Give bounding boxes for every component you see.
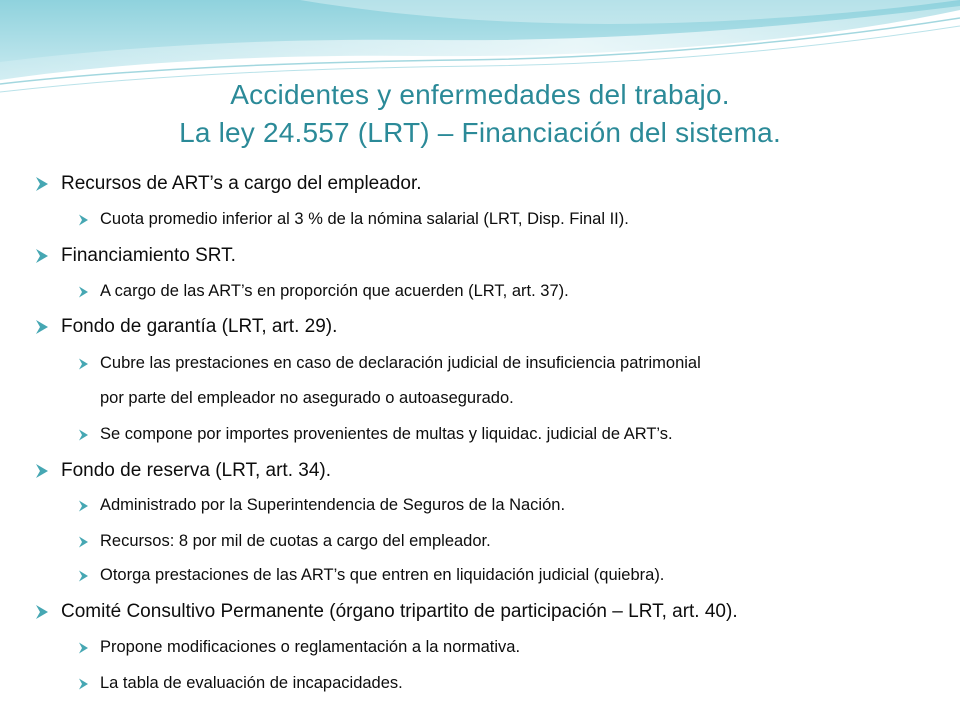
- arrowhead-bullet-icon: [78, 641, 89, 654]
- sub-bullet-recursos-8-por-mil: Recursos: 8 por mil de cuotas a cargo del empleador.: [100, 532, 491, 551]
- title-line-1: Accidentes y enfermedades del trabajo.: [230, 79, 730, 110]
- arrowhead-bullet-icon: [35, 176, 49, 192]
- sub-bullet-tabla-evaluacion: La tabla de evaluación de incapacidades.: [100, 674, 403, 693]
- sub-bullet-cubre-prestaciones: Cubre las prestaciones en caso de declaración judicial de insuficiencia patrimonial: [100, 354, 701, 373]
- arrowhead-bullet-icon: [78, 428, 89, 441]
- arrowhead-bullet-icon: [78, 535, 89, 548]
- arrowhead-bullet-icon: [35, 604, 49, 620]
- sub-bullet-administrado: Administrado por la Superintendencia de Seguros de la Nación.: [100, 496, 565, 515]
- arrowhead-bullet-icon: [78, 213, 89, 226]
- arrowhead-bullet-icon: [35, 319, 49, 335]
- bullet-fondo-reserva: Fondo de reserva (LRT, art. 34).: [61, 460, 331, 482]
- sub-bullet-otorga-prestaciones: Otorga prestaciones de las ART’s que entren en liquidación judicial (quiebra).: [100, 566, 664, 585]
- arrowhead-bullet-icon: [78, 677, 89, 690]
- bullet-recursos-art: Recursos de ART’s a cargo del empleador.: [61, 173, 422, 195]
- bullet-comite-consultivo: Comité Consultivo Permanente (órgano tripartito de participación – LRT, art. 40).: [61, 601, 738, 623]
- arrowhead-bullet-icon: [78, 285, 89, 298]
- sub-bullet-propone-modificaciones: Propone modificaciones o reglamentación a la normativa.: [100, 638, 520, 657]
- arrowhead-bullet-icon: [35, 248, 49, 264]
- arrowhead-bullet-icon: [78, 357, 89, 370]
- sub-bullet-cargo-arts: A cargo de las ART’s en proporción que acuerden (LRT, art. 37).: [100, 282, 569, 301]
- bullet-financiamiento-srt: Financiamiento SRT.: [61, 245, 236, 267]
- arrowhead-bullet-icon: [78, 499, 89, 512]
- sub-bullet-cuota-promedio: Cuota promedio inferior al 3 % de la nómina salarial (LRT, Disp. Final II).: [100, 210, 629, 229]
- arrowhead-bullet-icon: [78, 569, 89, 582]
- arrowhead-bullet-icon: [35, 463, 49, 479]
- title-line-2: La ley 24.557 (LRT) – Financiación del sistema.: [179, 117, 781, 148]
- sub-bullet-continuation: por parte del empleador no asegurado o autoasegurado.: [100, 389, 514, 407]
- bullet-fondo-garantia: Fondo de garantía (LRT, art. 29).: [61, 316, 337, 338]
- sub-bullet-se-compone: Se compone por importes provenientes de multas y liquidac. judicial de ART’s.: [100, 425, 673, 444]
